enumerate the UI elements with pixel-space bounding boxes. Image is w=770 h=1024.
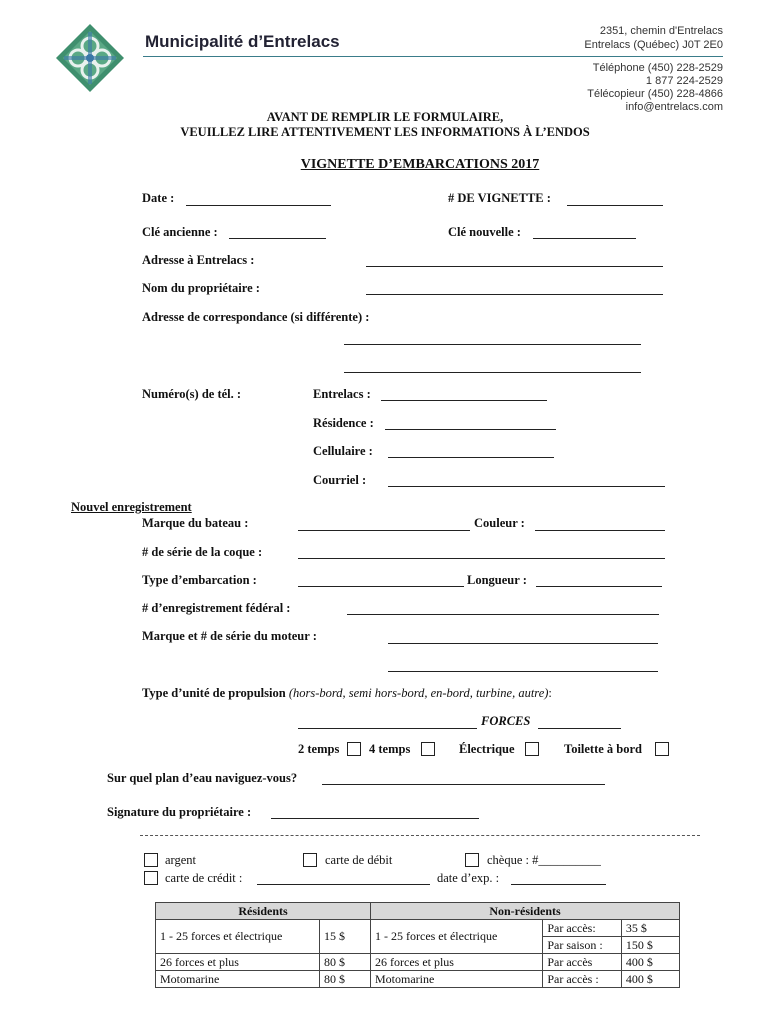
credit-card-field[interactable] — [257, 884, 430, 885]
phone-residence-field[interactable] — [385, 429, 556, 430]
phone-residence-label: Résidence : — [313, 416, 374, 430]
new-key-label: Clé nouvelle : — [448, 225, 521, 239]
table-row — [156, 971, 680, 988]
color-label: Couleur : — [474, 516, 525, 530]
hull-serial-label: # de série de la coque : — [142, 545, 263, 559]
two-stroke-checkbox[interactable] — [347, 742, 361, 756]
nonresident-category: 1 - 25 forces et électrique — [371, 920, 543, 954]
fees-table-header — [156, 903, 680, 920]
electric-label: Électrique — [459, 742, 515, 756]
new-key-field[interactable] — [533, 238, 636, 239]
debit-checkbox[interactable] — [303, 853, 317, 867]
address-line-2: Entrelacs (Québec) J0T 2E0 — [584, 39, 723, 51]
cheque-checkbox[interactable] — [465, 853, 479, 867]
resident-price: 80 $ — [320, 954, 371, 971]
nonresident-access-type: Par saison : — [543, 937, 622, 954]
debit-label: carte de débit — [325, 853, 393, 867]
organization-name: Municipalité d’Entrelacs — [145, 32, 340, 51]
resident-price: 15 $ — [320, 920, 371, 954]
length-field[interactable] — [536, 586, 662, 587]
date-field[interactable] — [186, 205, 331, 206]
mailing-address-field-1[interactable] — [344, 344, 641, 345]
boat-brand-label: Marque du bateau : — [142, 516, 249, 530]
email-field[interactable] — [388, 486, 665, 487]
phone-entrelacs-field[interactable] — [381, 400, 547, 401]
owner-name-field[interactable] — [366, 294, 663, 295]
hull-serial-field[interactable] — [298, 558, 665, 559]
phone-cell-field[interactable] — [388, 457, 554, 458]
nonresident-access-type: Par accès : — [543, 971, 622, 988]
logo-emblem-icon — [54, 22, 126, 94]
federal-registration-field[interactable] — [347, 614, 659, 615]
federal-registration-label: # d’enregistrement fédéral : — [142, 601, 291, 615]
phone-entrelacs-label: Entrelacs : — [313, 387, 371, 401]
expiry-date-field[interactable] — [511, 884, 606, 885]
resident-category: 26 forces et plus — [156, 954, 320, 971]
water-body-label: Sur quel plan d’eau naviguez-vous? — [107, 771, 298, 785]
email-label: Courriel : — [313, 473, 367, 487]
nonresidents-header: Non-résidents — [371, 903, 680, 920]
craft-type-field[interactable] — [298, 586, 464, 587]
nonresident-access-type: Par accès — [543, 954, 622, 971]
length-label: Longueur : — [467, 573, 527, 587]
cheque-label: chèque : #__________ — [487, 853, 601, 867]
forces-suffix-field[interactable] — [538, 728, 621, 729]
vignette-number-label: # DE VIGNETTE : — [448, 191, 551, 205]
address-entrelacs-field[interactable] — [366, 266, 663, 267]
table-row — [156, 920, 680, 937]
nonresident-price: 400 $ — [621, 954, 679, 971]
vignette-number-field[interactable] — [567, 205, 663, 206]
old-key-field[interactable] — [229, 238, 326, 239]
residents-header: Résidents — [156, 903, 371, 920]
email-address: info@entrelacs.com — [625, 101, 723, 113]
nonresident-price: 150 $ — [621, 937, 679, 954]
phone-numbers-label: Numéro(s) de tél. : — [142, 387, 242, 401]
registration-heading: Nouvel enregistrement — [71, 500, 192, 514]
nonresident-price: 400 $ — [621, 971, 679, 988]
two-stroke-label: 2 temps — [298, 742, 340, 756]
engine-brand-field-1[interactable] — [388, 643, 658, 644]
address-entrelacs-label: Adresse à Entrelacs : — [142, 253, 255, 267]
signature-field[interactable] — [271, 818, 479, 819]
resident-price: 80 $ — [320, 971, 371, 988]
municipality-logo — [54, 22, 126, 94]
propulsion-line — [142, 686, 552, 701]
four-stroke-checkbox[interactable] — [421, 742, 435, 756]
mailing-address-label: Adresse de correspondance (si différente) : — [142, 310, 370, 324]
phone-number: Téléphone (450) 228-2529 — [592, 62, 723, 74]
resident-category: Motomarine — [156, 971, 320, 988]
mailing-address-field-2[interactable] — [344, 372, 641, 373]
engine-brand-field-2[interactable] — [388, 671, 658, 672]
toilet-label: Toilette à bord — [564, 742, 643, 756]
notice-line-1: AVANT DE REMPLIR LE FORMULAIRE, — [266, 110, 504, 124]
header-rule — [143, 56, 723, 57]
color-field[interactable] — [535, 530, 665, 531]
toilet-checkbox[interactable] — [655, 742, 669, 756]
fees-table — [155, 902, 680, 988]
propulsion-options: (hors-bord, semi hors-bord, en-bord, turbine, autre) — [288, 686, 549, 700]
old-key-label: Clé ancienne : — [142, 225, 218, 239]
address-line-1: 2351, chemin d'Entrelacs — [599, 25, 723, 37]
resident-category: 1 - 25 forces et électrique — [156, 920, 320, 954]
nonresident-access-type: Par accès: — [543, 920, 622, 937]
credit-card-label: carte de crédit : — [165, 871, 243, 885]
owner-name-label: Nom du propriétaire : — [142, 281, 260, 295]
propulsion-colon: : — [548, 686, 552, 700]
nonresident-category: 26 forces et plus — [371, 954, 543, 971]
forces-label: FORCES — [481, 714, 531, 728]
fax-number: Télécopieur (450) 228-4866 — [587, 88, 723, 100]
expiry-date-label: date d’exp. : — [437, 871, 500, 885]
horsepower-field[interactable] — [298, 728, 477, 729]
boat-brand-field[interactable] — [298, 530, 470, 531]
nonresident-category: Motomarine — [371, 971, 543, 988]
notice-line-2: VEUILLEZ LIRE ATTENTIVEMENT LES INFORMATIONS À L’ENDOS — [180, 125, 590, 139]
form-title: VIGNETTE D’EMBARCATIONS 2017 — [300, 157, 540, 172]
credit-card-checkbox[interactable] — [144, 871, 158, 885]
table-row — [156, 954, 680, 971]
water-body-field[interactable] — [322, 784, 605, 785]
electric-checkbox[interactable] — [525, 742, 539, 756]
four-stroke-label: 4 temps — [369, 742, 411, 756]
date-label: Date : — [142, 191, 175, 205]
cash-label: argent — [165, 853, 197, 867]
craft-type-label: Type d’embarcation : — [142, 573, 257, 587]
cut-line-divider — [140, 835, 700, 836]
nonresident-price: 35 $ — [621, 920, 679, 937]
cash-checkbox[interactable] — [144, 853, 158, 867]
propulsion-label: Type d’unité de propulsion — [142, 686, 286, 700]
tollfree-number: 1 877 224-2529 — [645, 75, 723, 87]
engine-brand-label: Marque et # de série du moteur : — [142, 629, 317, 643]
signature-label: Signature du propriétaire : — [107, 805, 252, 819]
phone-cell-label: Cellulaire : — [313, 444, 373, 458]
